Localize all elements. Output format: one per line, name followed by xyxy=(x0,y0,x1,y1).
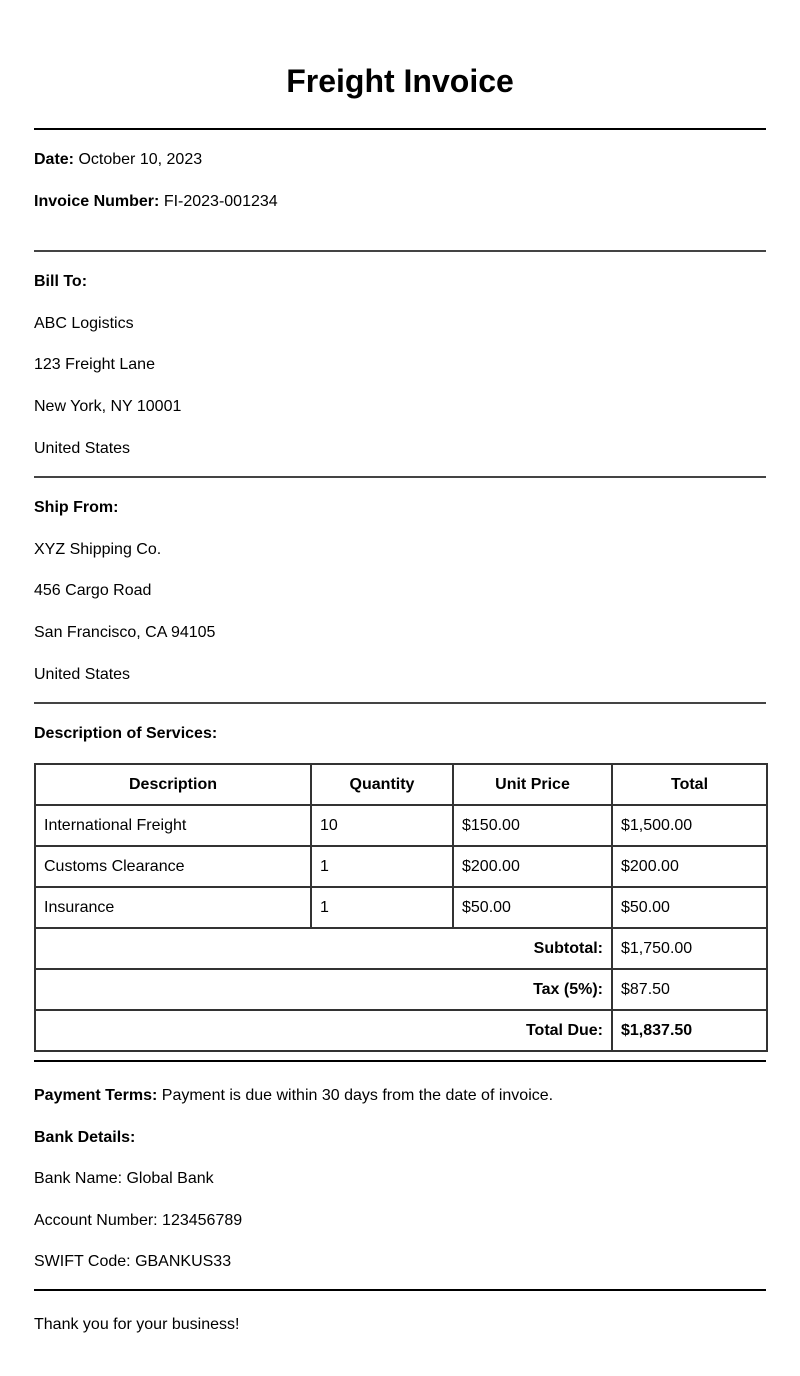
table-cell: Customs Clearance xyxy=(35,846,311,887)
bank-details-heading: Bank Details: xyxy=(34,1129,136,1146)
services-table xyxy=(34,763,768,1052)
subtotal-label: Subtotal: xyxy=(35,928,612,969)
ship-from-line: United States xyxy=(34,666,131,683)
services-section xyxy=(34,704,766,1052)
bank-detail-line: Account Number: 123456789 xyxy=(34,1212,243,1229)
column-header: Description xyxy=(35,764,311,805)
date-label: Date: xyxy=(34,151,75,168)
column-header: Unit Price xyxy=(453,764,612,805)
table-cell: Insurance xyxy=(35,887,311,928)
footer xyxy=(34,1291,766,1335)
table-cell: 10 xyxy=(311,805,453,846)
invoice-page xyxy=(34,0,766,1335)
column-header: Quantity xyxy=(311,764,453,805)
bill-to-section xyxy=(34,252,766,476)
payment-terms-value: Payment is due within 30 days from the date of invoice. xyxy=(161,1087,554,1104)
bank-detail-line: Bank Name: Global Bank xyxy=(34,1170,214,1187)
table-cell: $150.00 xyxy=(453,805,612,846)
subtotal-value: $1,750.00 xyxy=(612,928,767,969)
ship-from-line: XYZ Shipping Co. xyxy=(34,541,162,558)
invoice-number-line xyxy=(34,192,766,212)
date-value: October 10, 2023 xyxy=(78,151,203,168)
payment-terms-line xyxy=(34,1086,766,1106)
ship-from-section xyxy=(34,478,766,702)
bill-to-line: United States xyxy=(34,440,131,457)
invoice-number-label: Invoice Number: xyxy=(34,193,160,210)
bill-to-line: 123 Freight Lane xyxy=(34,356,155,373)
column-header: Total xyxy=(612,764,767,805)
total-due-row xyxy=(35,1010,767,1051)
tax-row xyxy=(35,969,767,1010)
table-cell: 1 xyxy=(311,887,453,928)
ship-from-heading: Ship From: xyxy=(34,499,119,516)
bill-to-line: ABC Logistics xyxy=(34,315,134,332)
table-cell: $200.00 xyxy=(612,846,767,887)
payment-section xyxy=(34,1062,766,1289)
table-cell: International Freight xyxy=(35,805,311,846)
tax-value: $87.50 xyxy=(612,969,767,1010)
payment-terms-label: Payment Terms: xyxy=(34,1087,158,1104)
thank-you-note: Thank you for your business! xyxy=(34,1316,240,1333)
services-heading: Description of Services: xyxy=(34,725,218,742)
table-row xyxy=(35,805,767,846)
table-cell: 1 xyxy=(311,846,453,887)
bill-to-heading: Bill To: xyxy=(34,273,88,290)
subtotal-row xyxy=(35,928,767,969)
bank-detail-line: SWIFT Code: GBANKUS33 xyxy=(34,1253,232,1270)
table-cell: $50.00 xyxy=(612,887,767,928)
invoice-number-value: FI-2023-001234 xyxy=(163,193,278,210)
date-line xyxy=(34,150,766,170)
table-cell: $50.00 xyxy=(453,887,612,928)
table-row xyxy=(35,887,767,928)
ship-from-line: 456 Cargo Road xyxy=(34,582,152,599)
table-header-row xyxy=(35,764,767,805)
bill-to-line: New York, NY 10001 xyxy=(34,398,182,415)
table-cell: $1,500.00 xyxy=(612,805,767,846)
tax-label: Tax (5%): xyxy=(35,969,612,1010)
total-due-label: Total Due: xyxy=(35,1010,612,1051)
table-row xyxy=(35,846,767,887)
page-title: Freight Invoice xyxy=(286,63,514,99)
table-cell: $200.00 xyxy=(453,846,612,887)
invoice-meta xyxy=(34,130,766,228)
total-due-value: $1,837.50 xyxy=(612,1010,767,1051)
ship-from-line: San Francisco, CA 94105 xyxy=(34,624,216,641)
